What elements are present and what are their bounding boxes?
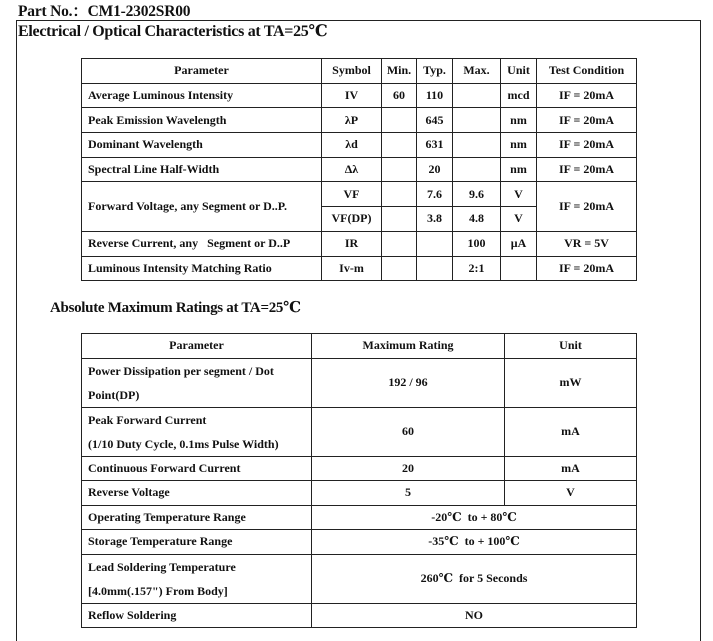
typ-cell: 631 xyxy=(417,133,453,158)
parameter-line: Lead Soldering Temperature xyxy=(88,559,236,574)
condition-cell: IF = 20mA xyxy=(537,256,637,281)
unit-cell: V xyxy=(505,481,637,506)
unit-cell: nm xyxy=(501,133,537,158)
rating-cell: 192 / 96 xyxy=(312,358,505,407)
unit-cell: nm xyxy=(501,157,537,182)
table-row xyxy=(82,231,637,256)
max-cell: 4.8 xyxy=(453,207,501,232)
table-row xyxy=(82,456,637,481)
typ-cell: 3.8 xyxy=(417,207,453,232)
max-cell: 2:1 xyxy=(453,256,501,281)
absolute-maximum-ratings-table xyxy=(81,333,637,628)
min-cell xyxy=(382,157,417,182)
table-row xyxy=(82,256,637,281)
header-cell: Symbol xyxy=(322,59,382,84)
rating-cell: 260℃ for 5 Seconds xyxy=(312,554,637,603)
table-row xyxy=(82,530,637,555)
max-cell: 100 xyxy=(453,231,501,256)
table-row xyxy=(82,133,637,158)
electrical-characteristics-table xyxy=(81,58,637,281)
table-header-row xyxy=(82,334,637,359)
unit-cell: nm xyxy=(501,108,537,133)
rating-cell: 20 xyxy=(312,456,505,481)
table-row xyxy=(82,182,637,207)
table-row xyxy=(82,505,637,530)
parameter-line: Point(DP) xyxy=(88,387,140,402)
min-cell: 60 xyxy=(382,83,417,108)
typ-cell: 110 xyxy=(417,83,453,108)
header-cell: Typ. xyxy=(417,59,453,84)
table-row xyxy=(82,407,637,456)
table-row xyxy=(82,481,637,506)
symbol-cell: λP xyxy=(322,108,382,133)
condition-cell: IF = 20mA xyxy=(537,83,637,108)
parameter-cell xyxy=(82,358,312,407)
header-cell: Maximum Rating xyxy=(312,334,505,359)
parameter-cell: Luminous Intensity Matching Ratio xyxy=(82,256,322,281)
absolute-ratings-section-title: Absolute Maximum Ratings at TA=25℃ xyxy=(50,300,301,316)
header-cell: Min. xyxy=(382,59,417,84)
parameter-line: Peak Forward Current xyxy=(88,412,207,427)
parameter-cell: Storage Temperature Range xyxy=(82,530,312,555)
max-cell xyxy=(453,133,501,158)
typ-cell xyxy=(417,256,453,281)
rating-cell: -35℃ to + 100℃ xyxy=(312,530,637,555)
table-row xyxy=(82,554,637,603)
unit-cell: V xyxy=(501,207,537,232)
parameter-cell: Reverse Voltage xyxy=(82,481,312,506)
rating-cell: NO xyxy=(312,603,637,628)
min-cell xyxy=(382,256,417,281)
unit-cell: V xyxy=(501,182,537,207)
max-cell xyxy=(453,157,501,182)
table-row xyxy=(82,603,637,628)
parameter-cell: Continuous Forward Current xyxy=(82,456,312,481)
header-cell: Max. xyxy=(453,59,501,84)
header-cell: Unit xyxy=(505,334,637,359)
unit-cell: mA xyxy=(505,407,637,456)
parameter-cell xyxy=(82,554,312,603)
parameter-cell: Forward Voltage, any Segment or D..P. xyxy=(82,182,322,231)
part-number: Part No.：CM1-2302SR00 xyxy=(18,3,191,20)
symbol-cell: VF xyxy=(322,182,382,207)
min-cell xyxy=(382,231,417,256)
parameter-cell: Reverse Current, any Segment or D..P xyxy=(82,231,322,256)
rating-cell: 5 xyxy=(312,481,505,506)
typ-cell: 7.6 xyxy=(417,182,453,207)
unit-cell: μA xyxy=(501,231,537,256)
table-row xyxy=(82,157,637,182)
typ-cell: 20 xyxy=(417,157,453,182)
condition-cell: IF = 20mA xyxy=(537,108,637,133)
parameter-cell: Spectral Line Half-Width xyxy=(82,157,322,182)
rating-cell: -20℃ to + 80℃ xyxy=(312,505,637,530)
table-row xyxy=(82,108,637,133)
unit-cell: mA xyxy=(505,456,637,481)
parameter-cell xyxy=(82,407,312,456)
table-header-row xyxy=(82,59,637,84)
condition-cell: VR = 5V xyxy=(537,231,637,256)
condition-cell: IF = 20mA xyxy=(537,133,637,158)
symbol-cell: Iv-m xyxy=(322,256,382,281)
table-row xyxy=(82,83,637,108)
electrical-section-title: Electrical / Optical Characteristics at TA=25℃ xyxy=(18,23,328,40)
min-cell xyxy=(382,133,417,158)
parameter-cell: Peak Emission Wavelength xyxy=(82,108,322,133)
parameter-line: Power Dissipation per segment / Dot xyxy=(88,363,274,378)
symbol-cell: Δλ xyxy=(322,157,382,182)
header-cell: Parameter xyxy=(82,59,322,84)
unit-cell: mW xyxy=(505,358,637,407)
header-cell: Test Condition xyxy=(537,59,637,84)
parameter-line: (1/10 Duty Cycle, 0.1ms Pulse Width) xyxy=(88,436,279,451)
symbol-cell: IR xyxy=(322,231,382,256)
parameter-cell: Dominant Wavelength xyxy=(82,133,322,158)
max-cell xyxy=(453,108,501,133)
parameter-cell: Operating Temperature Range xyxy=(82,505,312,530)
max-cell: 9.6 xyxy=(453,182,501,207)
parameter-cell: Average Luminous Intensity xyxy=(82,83,322,108)
min-cell xyxy=(382,182,417,207)
parameter-line: [4.0mm(.157") From Body] xyxy=(88,583,228,598)
header-cell: Parameter xyxy=(82,334,312,359)
typ-cell: 645 xyxy=(417,108,453,133)
typ-cell xyxy=(417,231,453,256)
symbol-cell: λd xyxy=(322,133,382,158)
header-cell: Unit xyxy=(501,59,537,84)
symbol-cell: IV xyxy=(322,83,382,108)
condition-cell: IF = 20mA xyxy=(537,157,637,182)
table-row xyxy=(82,358,637,407)
max-cell xyxy=(453,83,501,108)
condition-cell: IF = 20mA xyxy=(537,182,637,231)
unit-cell: mcd xyxy=(501,83,537,108)
min-cell xyxy=(382,108,417,133)
rating-cell: 60 xyxy=(312,407,505,456)
min-cell xyxy=(382,207,417,232)
parameter-cell: Reflow Soldering xyxy=(82,603,312,628)
unit-cell xyxy=(501,256,537,281)
symbol-cell: VF(DP) xyxy=(322,207,382,232)
